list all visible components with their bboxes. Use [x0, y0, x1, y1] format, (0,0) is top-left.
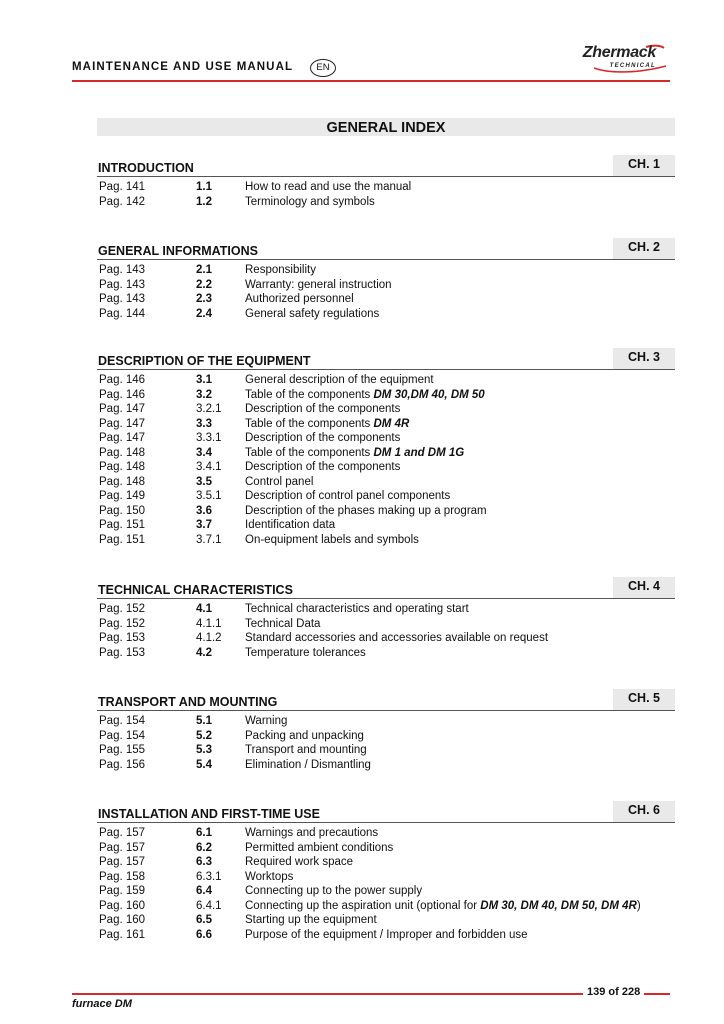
entry-page: Pag. 141	[99, 181, 146, 193]
entry-number: 5.3	[196, 744, 212, 756]
entry-title	[245, 729, 364, 743]
entry-page: Pag. 151	[99, 519, 146, 531]
entry-number: 3.3.1	[196, 432, 222, 444]
index-entry	[97, 841, 675, 856]
entry-title	[245, 913, 377, 927]
entry-title	[245, 743, 367, 757]
entry-title	[245, 180, 411, 194]
entry-page: Pag. 150	[99, 504, 146, 517]
section-title: TRANSPORT AND MOUNTING	[98, 695, 278, 709]
entry-text: Table of the components	[245, 446, 374, 459]
entry-page: Pag. 154	[99, 729, 146, 742]
entry-page: Pag. 148	[99, 461, 146, 473]
entry-title	[245, 388, 485, 402]
entry-title	[245, 195, 375, 209]
entry-number: 3.7.1	[196, 533, 222, 546]
manual-title: MAINTENANCE AND USE MANUAL	[72, 61, 294, 73]
entry-text: Worktops	[245, 870, 294, 883]
entry-number: 2.3	[196, 293, 212, 305]
entry-page: Pag. 156	[99, 758, 146, 771]
entry-number: 6.3	[196, 856, 212, 868]
entry-text: Temperature tolerances	[245, 646, 366, 659]
index-entry	[97, 460, 675, 475]
section-title: DESCRIPTION OF THE EQUIPMENT	[98, 354, 311, 368]
entry-number: 4.1	[196, 603, 212, 615]
entry-page: Pag. 152	[99, 617, 146, 630]
entry-text: Description of control panel components	[245, 490, 451, 502]
index-section	[97, 241, 675, 321]
entry-number: 5.1	[196, 715, 212, 727]
section-title: INTRODUCTION	[98, 161, 194, 175]
entry-text: Terminology and symbols	[245, 195, 375, 208]
entry-list	[97, 263, 675, 321]
section-header	[97, 158, 675, 177]
logo-name: Zhermack	[582, 44, 656, 61]
index-entry	[97, 870, 675, 885]
entry-number: 4.1.1	[196, 617, 222, 630]
entry-text: Warranty: general instruction	[245, 278, 392, 291]
entry-page: Pag. 147	[99, 403, 146, 415]
index-section	[97, 158, 675, 209]
entry-title	[245, 402, 400, 416]
index-entry	[97, 446, 675, 461]
footer-page-number: 139 of 228	[583, 986, 644, 998]
index-entry	[97, 928, 675, 943]
entry-number: 3.7	[196, 519, 212, 531]
entry-number: 3.5	[196, 475, 212, 488]
entry-title	[245, 373, 434, 387]
entry-title	[245, 646, 366, 660]
entry-text: Standard accessories and accessories available on request	[245, 632, 549, 644]
entry-page: Pag. 158	[99, 870, 146, 883]
index-entry	[97, 504, 675, 519]
entry-text: Table of the components	[245, 388, 374, 401]
entry-number: 4.2	[196, 646, 212, 659]
entry-text: Technical Data	[245, 617, 321, 630]
entry-number: 1.1	[196, 181, 212, 193]
entry-model: DM 30,DM 40, DM 50	[373, 388, 485, 401]
entry-page: Pag. 153	[99, 632, 146, 644]
entry-page: Pag. 160	[99, 899, 146, 912]
entry-title	[245, 278, 392, 292]
entry-text-tail: )	[636, 899, 641, 912]
chapter-badge	[613, 689, 675, 710]
entry-title	[245, 602, 469, 616]
entry-list	[97, 180, 675, 209]
entry-number: 6.1	[196, 827, 212, 839]
index-entry	[97, 431, 675, 446]
index-entry	[97, 307, 675, 322]
section-rule	[97, 259, 675, 260]
entry-title	[245, 292, 354, 306]
entry-page: Pag. 155	[99, 744, 146, 756]
section-header	[97, 241, 675, 260]
entry-text: Purpose of the equipment / Improper and forbidden use	[245, 928, 528, 941]
entry-page: Pag. 142	[99, 195, 146, 208]
entry-title	[245, 431, 400, 445]
index-entry	[97, 518, 675, 533]
chapter-label: CH. 1	[628, 157, 660, 171]
entry-text: Warning	[245, 715, 288, 727]
entry-text: Description of the components	[245, 432, 401, 444]
entry-page: Pag. 157	[99, 841, 146, 854]
entry-page: Pag. 151	[99, 533, 146, 546]
entry-page: Pag. 143	[99, 264, 146, 276]
chapter-badge	[613, 238, 675, 259]
entry-number: 6.6	[196, 928, 212, 941]
entry-text: Authorized personnel	[245, 293, 354, 305]
chapter-badge	[613, 577, 675, 598]
entry-title	[245, 417, 409, 431]
entry-title	[245, 855, 353, 869]
entry-number: 6.4	[196, 885, 212, 897]
entry-page: Pag. 146	[99, 374, 146, 386]
entry-page: Pag. 148	[99, 475, 146, 488]
entry-list	[97, 373, 675, 547]
index-entry	[97, 617, 675, 632]
entry-title	[245, 928, 528, 942]
entry-title	[245, 899, 641, 913]
index-entry	[97, 373, 675, 388]
entry-model: DM 30, DM 40, DM 50, DM 4R	[480, 899, 637, 912]
entry-page: Pag. 143	[99, 278, 146, 291]
entry-text: Connecting up the aspiration unit (optional for	[245, 899, 481, 912]
entry-title	[245, 841, 393, 855]
entry-page: Pag. 148	[99, 446, 146, 459]
entry-number: 3.6	[196, 504, 212, 517]
index-entry	[97, 899, 675, 914]
chapter-label: CH. 4	[628, 579, 660, 593]
section-header	[97, 804, 675, 823]
index-entry	[97, 855, 675, 870]
entry-page: Pag. 152	[99, 603, 146, 615]
entry-list	[97, 714, 675, 772]
logo-subtitle: TECHNICAL	[609, 63, 656, 69]
entry-page: Pag. 161	[99, 928, 146, 941]
entry-text: Control panel	[245, 475, 314, 488]
entry-number: 2.4	[196, 307, 212, 320]
entry-number: 6.4.1	[196, 899, 222, 912]
entry-title	[245, 263, 316, 277]
chapter-badge	[613, 801, 675, 822]
index-section	[97, 692, 675, 772]
chapter-badge	[613, 155, 675, 176]
language-badge: EN	[310, 59, 336, 77]
entry-page: Pag. 147	[99, 432, 146, 444]
index-title: GENERAL INDEX	[326, 120, 446, 136]
entry-number: 5.4	[196, 758, 212, 771]
entry-number: 6.3.1	[196, 870, 222, 883]
zhermack-logo	[580, 44, 670, 76]
index-entry	[97, 533, 675, 548]
entry-page: Pag. 144	[99, 307, 146, 320]
index-entry	[97, 913, 675, 928]
entry-model: DM 4R	[373, 417, 410, 430]
entry-text: Description of the components	[245, 461, 401, 473]
chapter-badge	[613, 348, 675, 369]
index-entry	[97, 646, 675, 661]
entry-title	[245, 631, 548, 645]
index-entry	[97, 388, 675, 403]
entry-text: General description of the equipment	[245, 374, 434, 386]
entry-text: Transport and mounting	[245, 744, 367, 756]
section-header	[97, 580, 675, 599]
entry-number: 2.2	[196, 278, 212, 291]
entry-page: Pag. 147	[99, 417, 146, 430]
entry-page: Pag. 153	[99, 646, 146, 659]
entry-text: Connecting up to the power supply	[245, 885, 423, 897]
entry-title	[245, 475, 313, 489]
entry-number: 4.1.2	[196, 632, 222, 644]
entry-title	[245, 714, 287, 728]
entry-page: Pag. 143	[99, 293, 146, 305]
index-entry	[97, 758, 675, 773]
entry-number: 5.2	[196, 729, 212, 742]
index-entry	[97, 475, 675, 490]
entry-title	[245, 884, 422, 898]
entry-text: Permitted ambient conditions	[245, 841, 394, 854]
entry-page: Pag. 157	[99, 827, 146, 839]
entry-list	[97, 602, 675, 660]
entry-text: Technical characteristics and operating start	[245, 603, 469, 615]
entry-number: 3.4.1	[196, 461, 222, 473]
index-entry	[97, 729, 675, 744]
section-rule	[97, 369, 675, 370]
entry-text: Warnings and precautions	[245, 827, 379, 839]
entry-text: Packing and unpacking	[245, 729, 364, 742]
index-entry	[97, 292, 675, 307]
section-title: TECHNICAL CHARACTERISTICS	[98, 583, 293, 597]
entry-page: Pag. 154	[99, 715, 146, 727]
entry-number: 3.5.1	[196, 490, 222, 502]
section-title: GENERAL INFORMATIONS	[98, 244, 258, 258]
entry-page: Pag. 149	[99, 490, 146, 502]
index-entry	[97, 714, 675, 729]
entry-text: How to read and use the manual	[245, 181, 412, 193]
entry-text: Description of the components	[245, 403, 401, 415]
entry-number: 6.5	[196, 914, 212, 926]
entry-number: 3.3	[196, 417, 212, 430]
index-entry	[97, 402, 675, 417]
entry-number: 3.4	[196, 446, 212, 459]
entry-number: 3.2	[196, 388, 212, 401]
entry-title	[245, 504, 487, 518]
entry-page: Pag. 146	[99, 388, 146, 401]
footer-product: furnace DM	[72, 998, 132, 1010]
entry-title	[245, 617, 320, 631]
entry-number: 6.2	[196, 841, 212, 854]
index-entry	[97, 826, 675, 841]
entry-title	[245, 307, 379, 321]
section-rule	[97, 710, 675, 711]
entry-text: Elimination / Dismantling	[245, 758, 371, 771]
entry-number: 2.1	[196, 264, 212, 276]
entry-model: DM 1 and DM 1G	[373, 446, 465, 459]
entry-text: Required work space	[245, 856, 354, 868]
index-entry	[97, 602, 675, 617]
entry-page: Pag. 159	[99, 885, 146, 897]
entry-text: Description of the phases making up a program	[245, 504, 487, 517]
header-rule	[72, 80, 670, 82]
entry-title	[245, 518, 335, 532]
entry-number: 3.2.1	[196, 403, 222, 415]
section-rule	[97, 176, 675, 177]
entry-text: Starting up the equipment	[245, 914, 377, 926]
index-entry	[97, 743, 675, 758]
index-entry	[97, 631, 675, 646]
index-entry	[97, 195, 675, 210]
index-entry	[97, 489, 675, 504]
section-rule	[97, 822, 675, 823]
entry-text: Identification data	[245, 519, 336, 531]
entry-text: Table of the components	[245, 417, 374, 430]
entry-number: 3.1	[196, 374, 212, 386]
index-entry	[97, 180, 675, 195]
chapter-label: CH. 6	[628, 803, 660, 817]
entry-title	[245, 758, 371, 772]
entry-title	[245, 460, 400, 474]
entry-number: 1.2	[196, 195, 212, 208]
index-section	[97, 580, 675, 660]
index-entry	[97, 884, 675, 899]
index-section	[97, 804, 675, 942]
chapter-label: CH. 3	[628, 350, 660, 364]
entry-text: On-equipment labels and symbols	[245, 533, 419, 546]
section-header	[97, 351, 675, 370]
chapter-label: CH. 2	[628, 240, 660, 254]
entry-title	[245, 533, 419, 547]
index-entry	[97, 278, 675, 293]
section-rule	[97, 598, 675, 599]
index-entry	[97, 417, 675, 432]
section-header	[97, 692, 675, 711]
entry-list	[97, 826, 675, 942]
entry-title	[245, 446, 464, 460]
entry-title	[245, 870, 293, 884]
entry-text: General safety regulations	[245, 307, 380, 320]
index-section	[97, 351, 675, 547]
footer-rule	[72, 993, 670, 995]
section-title: INSTALLATION AND FIRST-TIME USE	[98, 807, 320, 821]
index-entry	[97, 263, 675, 278]
entry-page: Pag. 157	[99, 856, 146, 868]
entry-title	[245, 489, 450, 503]
entry-page: Pag. 160	[99, 914, 146, 926]
entry-text: Responsibility	[245, 264, 316, 276]
entry-title	[245, 826, 378, 840]
chapter-label: CH. 5	[628, 691, 660, 705]
